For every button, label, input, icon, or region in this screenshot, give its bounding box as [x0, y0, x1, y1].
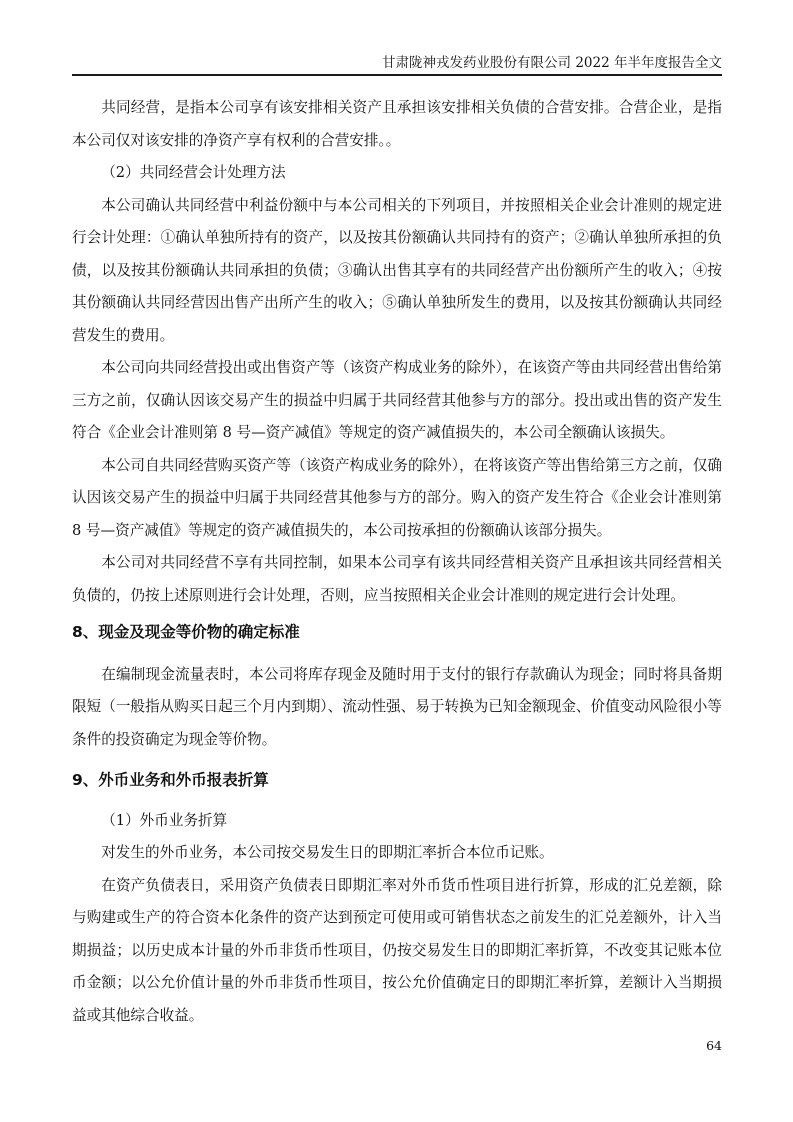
header-divider-rule	[72, 74, 722, 76]
section-heading-cash-equivalents: 8、现金及现金等价物的确定标准	[72, 623, 300, 641]
paragraph-no-joint-control: 本公司对共同经营不享有共同控制，如果本公司享有该共同经营相关资产且承担该共同经营相关负债的，仍按上述原则进行会计处理，否则，应当按照相关企业会计准则的规定进行会计处理。	[72, 554, 722, 604]
report-header-title: 甘肃陇神戎发药业股份有限公司 2022 年半年度报告全文	[382, 55, 722, 71]
paragraph-balance-sheet-date-translation: 在资产负债表日，采用资产负债表日即期汇率对外币货币性项目进行折算，形成的汇兑差额，除与购建或生产的符合资本化条件的资产达到预定可使用或可销售状态之前发生的汇兑差额外，计入当期损益；以历史成本计量的外币非货币性项目，仍按交易发生日的即期汇率折算，不改变其记账本位币金额；以公允价值计量的外币非货币性项目，按公允价值确定日的即期汇率折算，差额计入当期损益或其他综合收益。	[72, 876, 722, 1024]
paragraph-joint-operation-recognition-items: 本公司确认共同经营中利益份额中与本公司相关的下列项目，并按照相关企业会计准则的规定进行会计处理：①确认单独所持有的资产，以及按其份额确认共同持有的资产；②确认单独所承担的负债，以及按其份额确认共同承担的负债；③确认出售其享有的共同经营产出份额所产生的收入；④按其份额确认共同经营因出售产出所产生的收入；⑤确认单独所发生的费用，以及按其份额确认共同经营发生的费用。	[72, 196, 722, 344]
page-number: 64	[706, 1038, 722, 1053]
section-heading-foreign-currency: 9、外币业务和外币报表折算	[72, 771, 269, 789]
paragraph-cash-flow-statement: 在编制现金流量表时，本公司将库存现金及随时用于支付的银行存款确认为现金；同时将具备期限短（一般指从购买日起三个月内到期）、流动性强、易于转换为已知金额现金、价值变动风险很小等条件的投资确定为现金等价物。	[72, 665, 722, 748]
subheading-foreign-currency-translation: （1）外币业务折算	[101, 811, 228, 829]
paragraph-assets-contributed-or-sold: 本公司向共同经营投出或出售资产等（该资产构成业务的除外），在该资产等由共同经营出售给第三方之前，仅确认因该交易产生的损益中归属于共同经营其他参与方的部分。投出或出售的资产发生符合《企业会计准则第 8 号—资产减值》等规定的资产减值损失的，本公司全额确认该损失。	[72, 359, 722, 441]
document-content	[72, 92, 722, 1032]
paragraph-assets-purchased: 本公司自共同经营购买资产等（该资产构成业务的除外），在将该资产等出售给第三方之前，仅确认因该交易产生的损益中归属于共同经营其他参与方的部分。购入的资产发生符合《企业会计准则第 8 号—资产减值》等规定的资产减值损失的，本公司按承担的份额确认该部分损失。	[72, 456, 722, 539]
subheading-joint-operation-accounting-method: （2）共同经营会计处理方法	[101, 164, 286, 181]
paragraph-foreign-currency-recording: 对发生的外币业务，本公司按交易发生日的即期汇率折合本位币记账。	[101, 844, 554, 861]
paragraph-joint-operation-definition: 共同经营，是指本公司享有该安排相关资产且承担该安排相关负债的合营安排。合营企业，是指本公司仅对该安排的净资产享有权利的合营安排。。	[72, 99, 722, 149]
